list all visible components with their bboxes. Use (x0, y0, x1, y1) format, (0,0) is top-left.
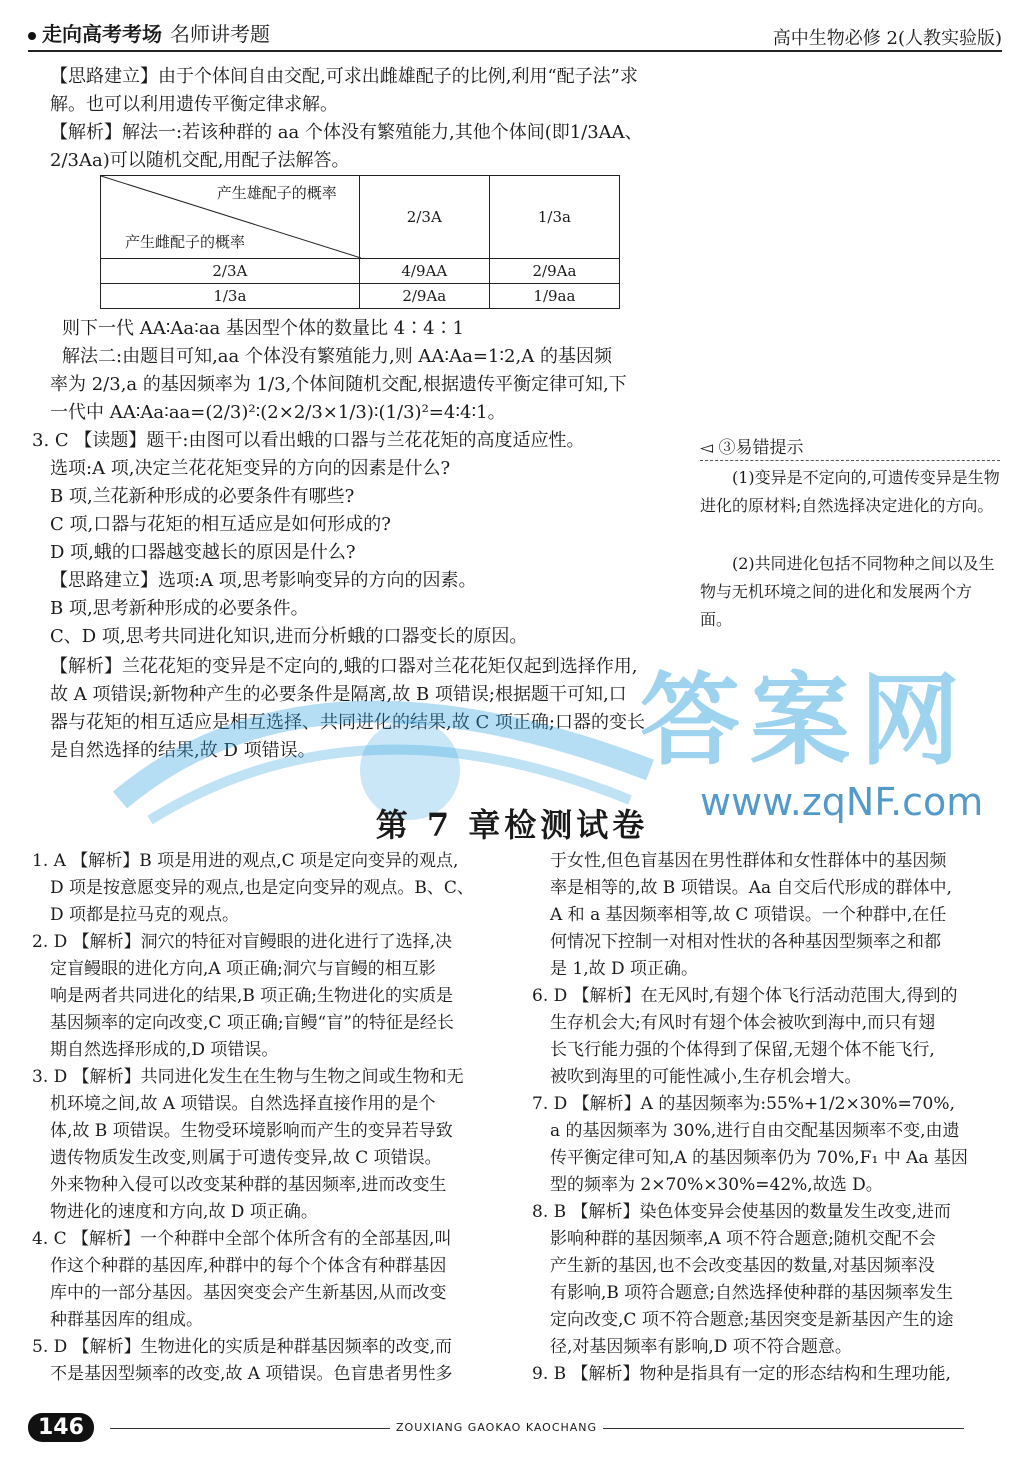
after-table-line-1: 则下一代 AA∶Aa∶aa 基因型个体的数量比 4∶4∶1 (62, 318, 465, 339)
answer-line: 基因频率的定向改变,C 项正确;盲鳗“盲”的特征是经长 (50, 1013, 454, 1033)
answer-line: D 项都是拉马克的观点。 (50, 905, 240, 925)
header-left-title: 走向高考考场 (42, 22, 162, 46)
q3-line-2: 选项:A 项,决定兰花花矩变异的方向的因素是什么? (50, 458, 451, 479)
answer-line: A 和 a 基因频率相等,故 C 项错误。一个种群中,在任 (550, 905, 947, 925)
female-gamete-header: 产生雌配子的概率 (125, 233, 246, 251)
after-table-line-3: 率为 2/3,a 的基因频率为 1/3,个体间随机交配,根据遗传平衡定律可知,下 (50, 374, 627, 395)
answer-line: 期自然选择形成的,D 项错误。 (50, 1040, 279, 1060)
table-row (101, 259, 620, 284)
q3-line-7: B 项,思考新种形成的必要条件。 (50, 598, 309, 619)
answer-line: 不是基因型频率的改变,故 A 项错误。色盲患者男性多 (50, 1364, 453, 1384)
header-rule (28, 50, 1002, 52)
q3-line-11: 器与花矩的相互适应是相互选择、共同进化的结果,故 C 项正确;口器的变长 (50, 712, 645, 733)
answer-line: 率是相等的,故 B 项错误。Aa 自交后代形成的群体中, (550, 878, 952, 898)
answer-line: 种群基因库的组成。 (50, 1310, 203, 1330)
table-cell: 4/9AA (359, 259, 489, 284)
q3-line-4: C 项,口器与花矩的相互适应是如何形成的? (50, 514, 391, 535)
q3-line-6: 【思路建立】选项:A 项,思考影响变异的方向的因素。 (50, 570, 477, 591)
answer-line: 外来物种入侵可以改变某种群的基因频率,进而改变生 (50, 1175, 447, 1195)
sidebar-title-text: ③易错提示 (718, 438, 804, 458)
top-line-2: 解。也可以利用遗传平衡定律求解。 (50, 94, 338, 115)
answer-line: 被吹到海里的可能性减小,生存机会增大。 (550, 1067, 862, 1087)
top-line-4: 2/3Aa)可以随机交配,用配子法解答。 (50, 150, 350, 171)
answer-line: 长飞行能力强的个体得到了保留,无翅个体不能飞行, (550, 1040, 935, 1060)
chapter-title: 第 7 章检测试卷 (375, 806, 649, 844)
table-cell: 1/9aa (489, 284, 619, 309)
q3-line-8: C、D 项,思考共同进化知识,进而分析蛾的口器变长的原因。 (50, 626, 528, 647)
answer-line: 径,对基因频率有影响,D 项不符合题意。 (550, 1337, 852, 1357)
answer-line: 5. D 【解析】生物进化的实质是种群基因频率的改变,而 (32, 1337, 453, 1357)
answer-line: 定盲鳗眼的进化方向,A 项正确;洞穴与盲鳗的相互影 (50, 959, 436, 979)
sidebar-paragraph-2: (2)共同进化包括不同物种之间以及生物与无机环境之间的进化和发展两个方面。 (700, 554, 995, 629)
header-title (28, 18, 270, 47)
answer-line: 体,故 B 项错误。生物受环境影响而产生的变异若导致 (50, 1121, 453, 1141)
answer-line: a 的基因频率为 30%,进行自由交配基因频率不变,由遗 (550, 1121, 960, 1141)
right-column (532, 848, 1002, 1388)
bullet-icon (28, 32, 36, 40)
watermark-url: www.zqNF.com (700, 780, 984, 824)
top-line-1: 【思路建立】由于个体间自由交配,可求出雌雄配子的比例,利用“配子法”求 (50, 66, 638, 87)
answer-line: 6. D 【解析】在无风时,有翅个体飞行活动范围大,得到的 (532, 986, 958, 1006)
header-left-subtitle: 名师讲考题 (170, 22, 270, 46)
q3-line-12: 是自然选择的结果,故 D 项错误。 (50, 740, 316, 761)
table-row-label: 1/3a (101, 284, 360, 309)
top-line-3: 【解析】解法一:若该种群的 aa 个体没有繁殖能力,其他个体间(即1/3AA、 (50, 122, 643, 143)
answer-line: 定向改变,C 项不符合题意;基因突变是新基因产生的途 (550, 1310, 954, 1330)
table-row (101, 284, 620, 309)
answer-line: 影响种群的基因频率,A 项不符合题意;随机交配不会 (550, 1229, 936, 1249)
answer-line: D 项是按意愿变异的观点,也是定向变异的观点。B、C、 (50, 878, 474, 898)
answer-line: 响是两者共同进化的结果,B 项正确;生物进化的实质是 (50, 986, 454, 1006)
table-cell: 2/9Aa (359, 284, 489, 309)
answer-line: 是 1,故 D 项正确。 (550, 959, 699, 979)
answer-line: 2. D 【解析】洞穴的特征对盲鳗眼的进化进行了选择,决 (32, 932, 453, 952)
answer-line: 作这个种群的基因库,种群中的每个个体含有种群基因 (50, 1256, 447, 1276)
q3-line-1: 3. C 【读题】题干:由图可以看出蛾的口器与兰花花矩的高度适应性。 (32, 430, 585, 451)
answer-line: 3. D 【解析】共同进化发生在生物与生物之间或生物和无 (32, 1067, 464, 1087)
header-right-title: 高中生物必修 2(人教实验版) (772, 28, 1002, 49)
answer-line: 生存机会大;有风时有翅个体会被吹到海中,而只有翅 (550, 1013, 936, 1033)
answer-line: 机环境之间,故 A 项错误。自然选择直接作用的是个 (50, 1094, 436, 1114)
answer-line: 8. B 【解析】染色体变异会使基因的数量发生改变,进而 (532, 1202, 951, 1222)
gamete-table (100, 175, 620, 309)
answer-line: 4. C 【解析】一个种群中全部个体所含有的全部基因,叫 (32, 1229, 452, 1249)
q3-line-3: B 项,兰花新种形成的必要条件有哪些? (50, 486, 355, 507)
answer-line: 7. D 【解析】A 的基因频率为:55%+1/2×30%=70%, (532, 1094, 955, 1114)
answer-line: 产生新的基因,也不会改变基因的数量,对基因频率没 (550, 1256, 935, 1276)
watermark-cn-text: 答案网 (640, 661, 970, 779)
table-row-label: 2/3A (101, 259, 360, 284)
page-number: 146 (28, 1413, 94, 1442)
q3-line-9: 【解析】兰花花矩的变异是不定向的,蛾的口器对兰花花矩仅起到选择作用, (50, 656, 638, 677)
after-table-line-2: 解法二:由题目可知,aa 个体没有繁殖能力,则 AA∶Aa=1∶2,A 的基因频 (62, 346, 612, 367)
q3-line-10: 故 A 项错误;新物种产生的必要条件是隔离,故 B 项错误;根据题干可知,口 (50, 684, 627, 705)
table-col-header: 2/3A (359, 176, 489, 259)
sidebar-title: ◅ ③易错提示 (700, 433, 1000, 461)
table-col-header: 1/3a (489, 176, 619, 259)
answer-line: 1. A 【解析】B 项是用进的观点,C 项是定向变异的观点, (32, 851, 459, 871)
table-diagonal-header (101, 176, 360, 259)
answer-line: 何情况下控制一对相对性状的各种基因型频率之和都 (550, 932, 941, 952)
answer-line: 于女性,但色盲基因在男性群体和女性群体中的基因频 (550, 851, 947, 871)
answer-line: 型的频率为 2×70%×30%=42%,故选 D。 (550, 1175, 883, 1195)
answer-line: 9. B 【解析】物种是指具有一定的形态结构和生理功能, (532, 1364, 951, 1384)
footer-text: ZOUXIANG GAOKAO KAOCHANG (390, 1421, 603, 1434)
left-column (32, 848, 502, 1388)
male-gamete-header: 产生雄配子的概率 (216, 184, 337, 202)
after-table-line-4: 一代中 AA∶Aa∶aa=(2/3)²∶(2×2/3×1/3)∶(1/3)²=4∶4∶1。 (50, 402, 506, 423)
answer-line: 遗传物质发生改变,则属于可遗传变异,故 C 项错误。 (50, 1148, 442, 1168)
q3-line-5: D 项,蛾的口器越变越长的原因是什么? (50, 542, 356, 563)
table-cell: 2/9Aa (489, 259, 619, 284)
sidebar-paragraph-1: (1)变异是不定向的,可遗传变异是生物进化的原材料;自然选择决定进化的方向。 (700, 468, 1000, 515)
answer-line: 物进化的速度和方向,故 D 项正确。 (50, 1202, 318, 1222)
answer-line: 传平衡定律可知,A 的基因频率仍为 70%,F₁ 中 Aa 基因 (550, 1148, 968, 1168)
answer-line: 库中的一部分基因。基因突变会产生新基因,从而改变 (50, 1283, 447, 1303)
answer-line: 有影响,B 项符合题意;自然选择使种群的基因频率发生 (550, 1283, 954, 1303)
